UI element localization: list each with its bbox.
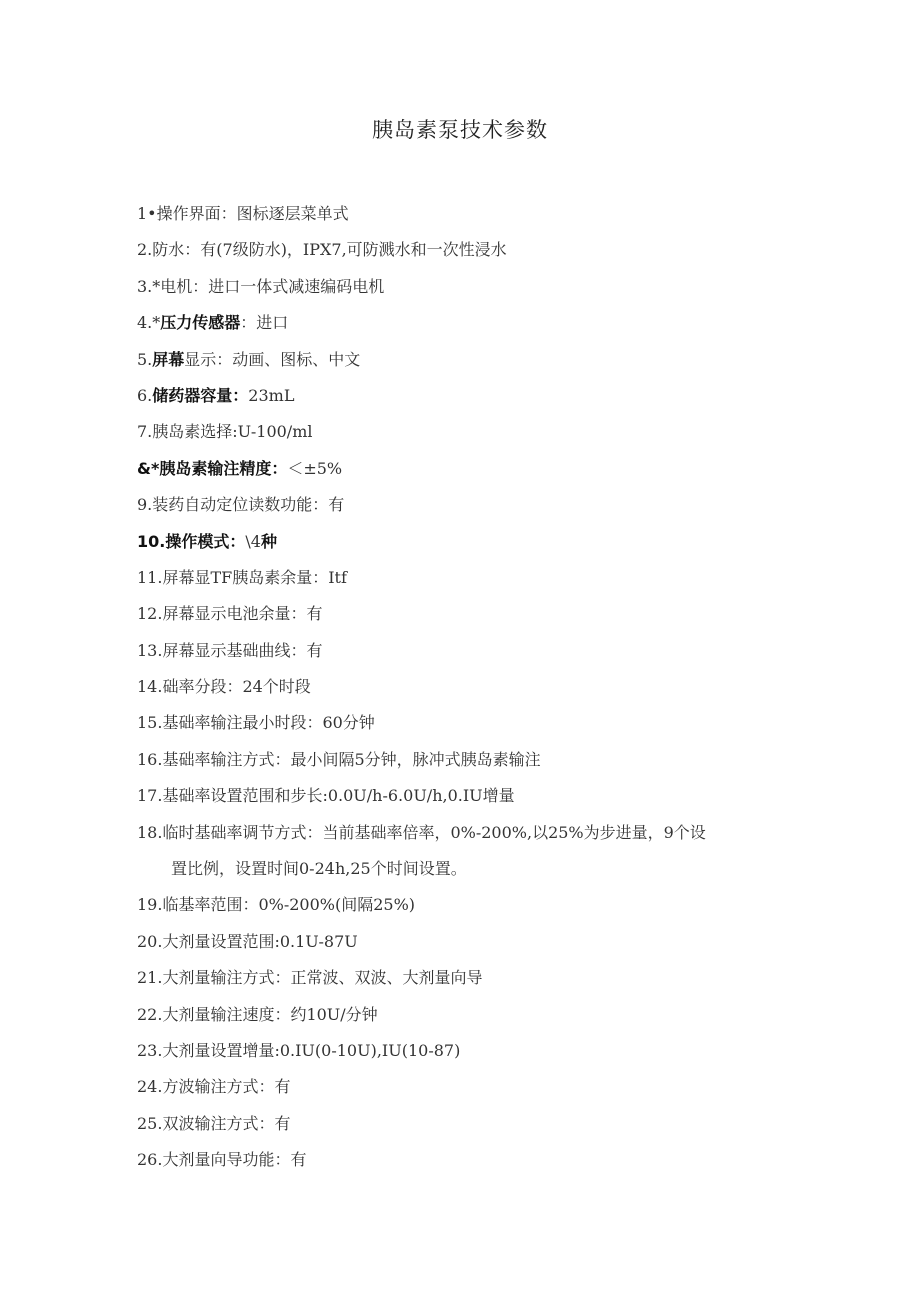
list-item: 14.础率分段：24个时段	[137, 677, 311, 697]
bold-term: 种	[260, 531, 277, 551]
list-item: 9.装药自动定位读数功能：有	[137, 495, 345, 515]
list-item: 18.临时基础率调节方式：当前基础率倍率，0%-200%,以25%为步进量，9个设 置比例，设置时间0-24h,25个时间设置。	[137, 815, 797, 888]
list-item: 7.胰岛素选择:U-100/ml	[137, 422, 313, 442]
page-title: 胰岛素泵技术参数	[372, 118, 548, 142]
list-item: 5.屏幕显示：动画、图标、中文	[137, 349, 361, 369]
bold-term: 储药器容量：	[152, 385, 249, 405]
parameter-list	[137, 196, 797, 1179]
list-item: 2.防水：有(7级防水)，IPX7,可防溅水和一次性浸水	[137, 240, 507, 260]
list-item: 1•操作界面：图标逐层菜单式	[137, 204, 349, 223]
list-item: 20.大剂量设置范围:0.1U-87U	[137, 931, 358, 951]
list-item-continuation: 置比例，设置时间0-24h,25个时间设置。	[171, 859, 467, 879]
list-item: 17.基础率设置范围和步长:0.0U/h-6.0U/h,0.IU增量	[137, 786, 515, 806]
bold-term: 屏幕	[152, 349, 185, 369]
list-item: 19.临基率范围：0%-200%(间隔25%)	[137, 895, 416, 915]
list-item: 21.大剂量输注方式：正常波、双波、大剂量向导	[137, 968, 483, 988]
list-item: 6.储药器容量：23mL	[137, 385, 295, 405]
list-item: 26.大剂量向导功能：有	[137, 1150, 307, 1170]
list-item: 11.屏幕显TF胰岛素余量：Itf	[137, 567, 347, 587]
list-item: 13.屏幕显示基础曲线：有	[137, 640, 323, 660]
list-item: 23.大剂量设置增量:0.IU(0-10U),IU(10-87)	[137, 1041, 461, 1061]
bold-term: 压力传感器	[160, 313, 241, 333]
list-item: 24.方波输注方式：有	[137, 1077, 291, 1097]
list-item: 16.基础率输注方式：最小间隔5分钟，脉冲式胰岛素输注	[137, 749, 541, 769]
list-item: 3.*电机：进口一体式减速编码电机	[137, 276, 385, 296]
list-item: 15.基础率输注最小时段：60分钟	[137, 713, 375, 733]
list-item: 10.操作模式：\4种	[137, 531, 277, 551]
list-item: &*胰岛素输注精度：＜±5%	[137, 458, 343, 478]
list-item: 22.大剂量输注速度：约10U/分钟	[137, 1004, 378, 1024]
bold-term: &*胰岛素输注精度：	[137, 458, 288, 478]
list-item: 4.*压力传感器：进口	[137, 313, 289, 333]
bold-term: 操作模式：	[165, 531, 246, 551]
list-item: 25.双波输注方式：有	[137, 1113, 291, 1133]
list-item: 12.屏幕显示电池余量：有	[137, 604, 323, 624]
